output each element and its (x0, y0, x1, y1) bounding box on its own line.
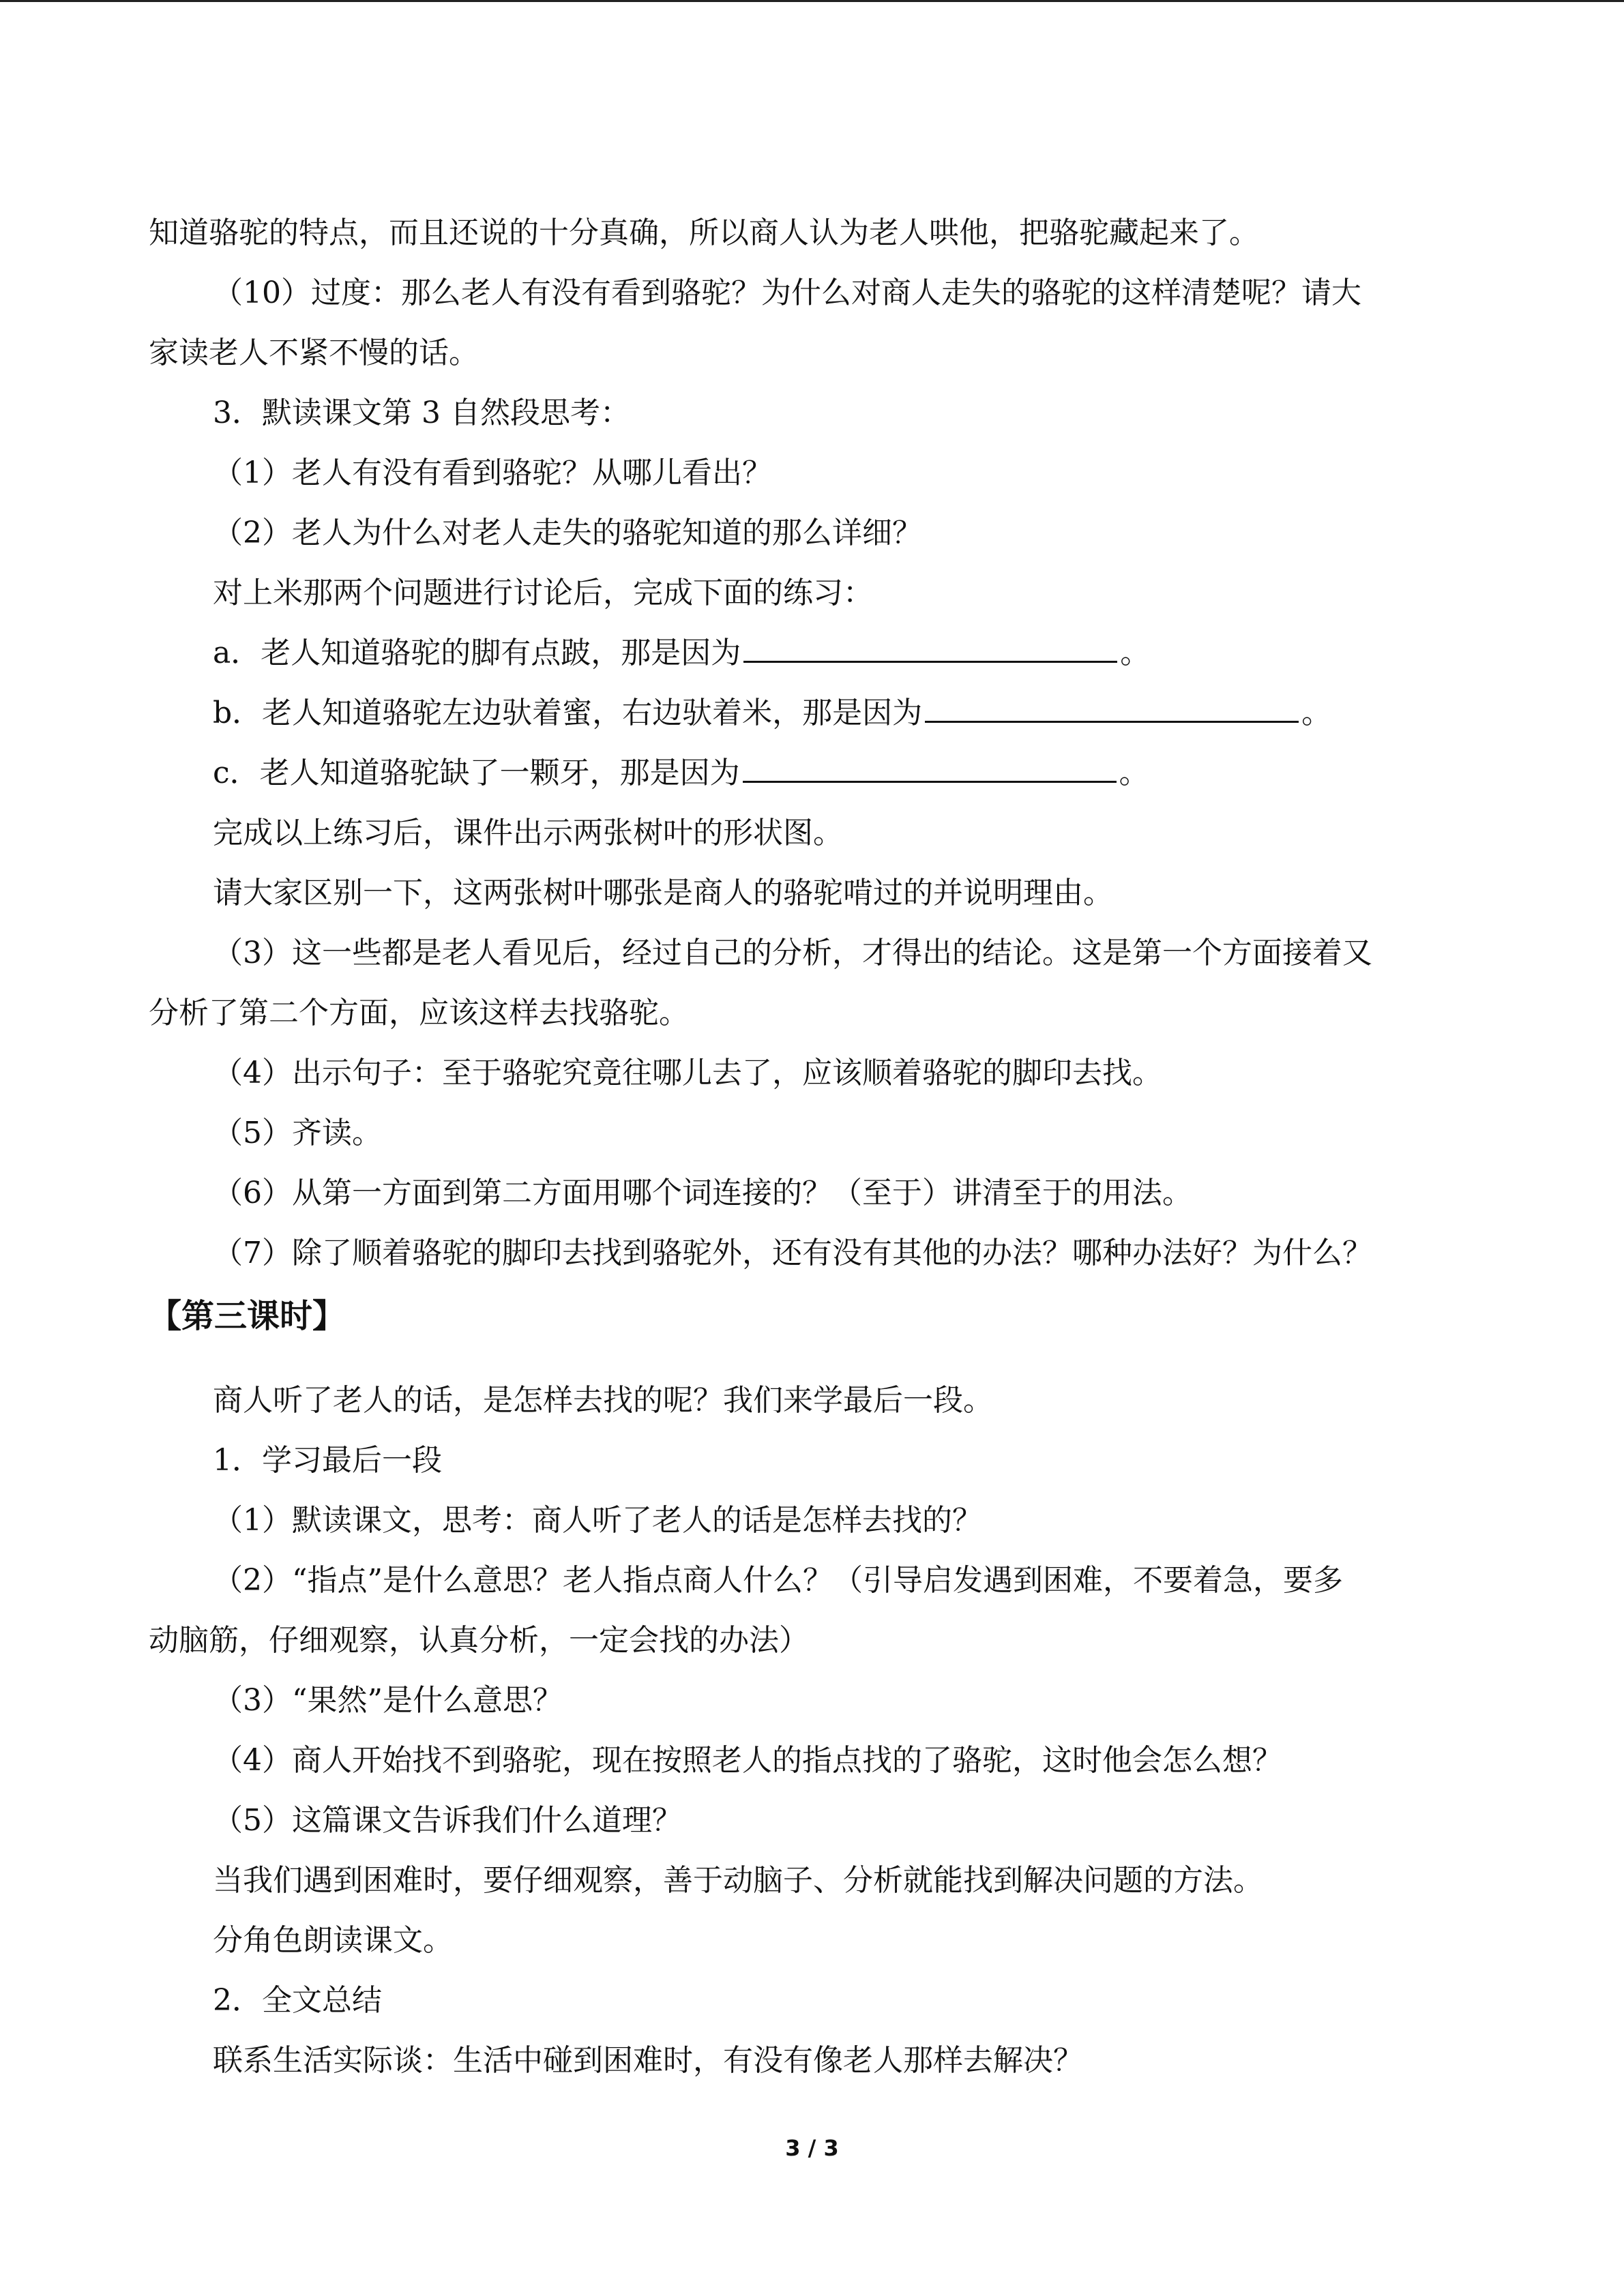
answer-blank[interactable] (743, 754, 1117, 783)
exercise-line-a (213, 633, 1481, 674)
text-line: 2．全文总结 (213, 1983, 382, 2018)
exercise-line-c (213, 753, 1481, 794)
page-number: 3 / 3 (785, 2135, 839, 2161)
text-line: 当我们遇到困难时，要仔细观察，善于动脑子、分析就能找到解决问题的方法。 (213, 1863, 1263, 1898)
text-line: （1）老人有没有看到骆驼？从哪儿看出？ (213, 456, 772, 490)
exercise-end: 。 (1120, 636, 1151, 670)
text-line: 动脑筋，仔细观察，认真分析，一定会找的办法） (149, 1623, 809, 1658)
top-border (0, 0, 1624, 2)
text-line: 商人听了老人的话，是怎样去找的呢？我们来学最后一段。 (213, 1383, 993, 1418)
exercise-end: 。 (1119, 756, 1149, 790)
text-line: 家读老人不紧不慢的话。 (149, 336, 479, 370)
text-line: 3．默读课文第 3 自然段思考： (213, 396, 630, 430)
text-line: （7）除了顺着骆驼的脚印去找到骆驼外，还有没有其他的办法？哪种办法好？为什么？ (213, 1236, 1372, 1270)
text-line: （3）这一些都是老人看见后，经过自己的分析，才得出的结论。这是第一个方面接着又 (213, 936, 1372, 970)
answer-blank[interactable] (925, 694, 1299, 723)
text-line: 请大家区别一下，这两张树叶哪张是商人的骆驼啃过的并说明理由。 (213, 876, 1113, 910)
text-line: （4）商人开始找不到骆驼，现在按照老人的指点找的了骆驼，这时他会怎么想？ (213, 1743, 1282, 1778)
text-line: 联系生活实际谈：生活中碰到困难时，有没有像老人那样去解决？ (213, 2043, 1083, 2078)
text-line: 分析了第二个方面，应该这样去找骆驼。 (149, 996, 689, 1030)
text-line: 对上米那两个问题进行讨论后，完成下面的练习： (213, 576, 873, 610)
text-line: 分角色朗读课文。 (213, 1923, 453, 1958)
exercise-text: c．老人知道骆驼缺了一颗牙，那是因为 (213, 756, 740, 790)
text-line: （2）老人为什么对老人走失的骆驼知道的那么详细？ (213, 516, 922, 550)
exercise-end: 。 (1301, 696, 1332, 730)
text-line: （1）默读课文，思考：商人听了老人的话是怎样去找的？ (213, 1503, 982, 1538)
text-line: （5）这篇课文告诉我们什么道理？ (213, 1803, 682, 1838)
text-line: 1．学习最后一段 (213, 1443, 442, 1478)
text-line: （2）“指点”是什么意思？老人指点商人什么？（引导启发遇到困难，不要着急，要多 (213, 1563, 1343, 1598)
answer-blank[interactable] (743, 633, 1117, 663)
exercise-line-b (213, 693, 1481, 734)
text-line: 完成以上练习后，课件出示两张树叶的形状图。 (213, 816, 843, 850)
text-line: （4）出示句子：至于骆驼究竟往哪儿去了，应该顺着骆驼的脚印去找。 (213, 1056, 1162, 1090)
exercise-text: a．老人知道骆驼的脚有点跛，那是因为 (213, 636, 741, 670)
text-line: （5）齐读。 (213, 1116, 382, 1150)
text-line: （3）“果然”是什么意思？ (213, 1683, 563, 1718)
section-heading: 【第三课时】 (149, 1297, 346, 1335)
exercise-text: b．老人知道骆驼左边驮着蜜，右边驮着米，那是因为 (213, 696, 923, 730)
text-line: 知道骆驼的特点，而且还说的十分真确，所以商人认为老人哄他，把骆驼藏起来了。 (149, 215, 1259, 250)
text-line: （6）从第一方面到第二方面用哪个词连接的？（至于）讲清至于的用法。 (213, 1176, 1192, 1210)
text-line: （10）过度：那么老人有没有看到骆驼？为什么对商人走失的骆驼的这样清楚呢？请大 (213, 275, 1361, 310)
